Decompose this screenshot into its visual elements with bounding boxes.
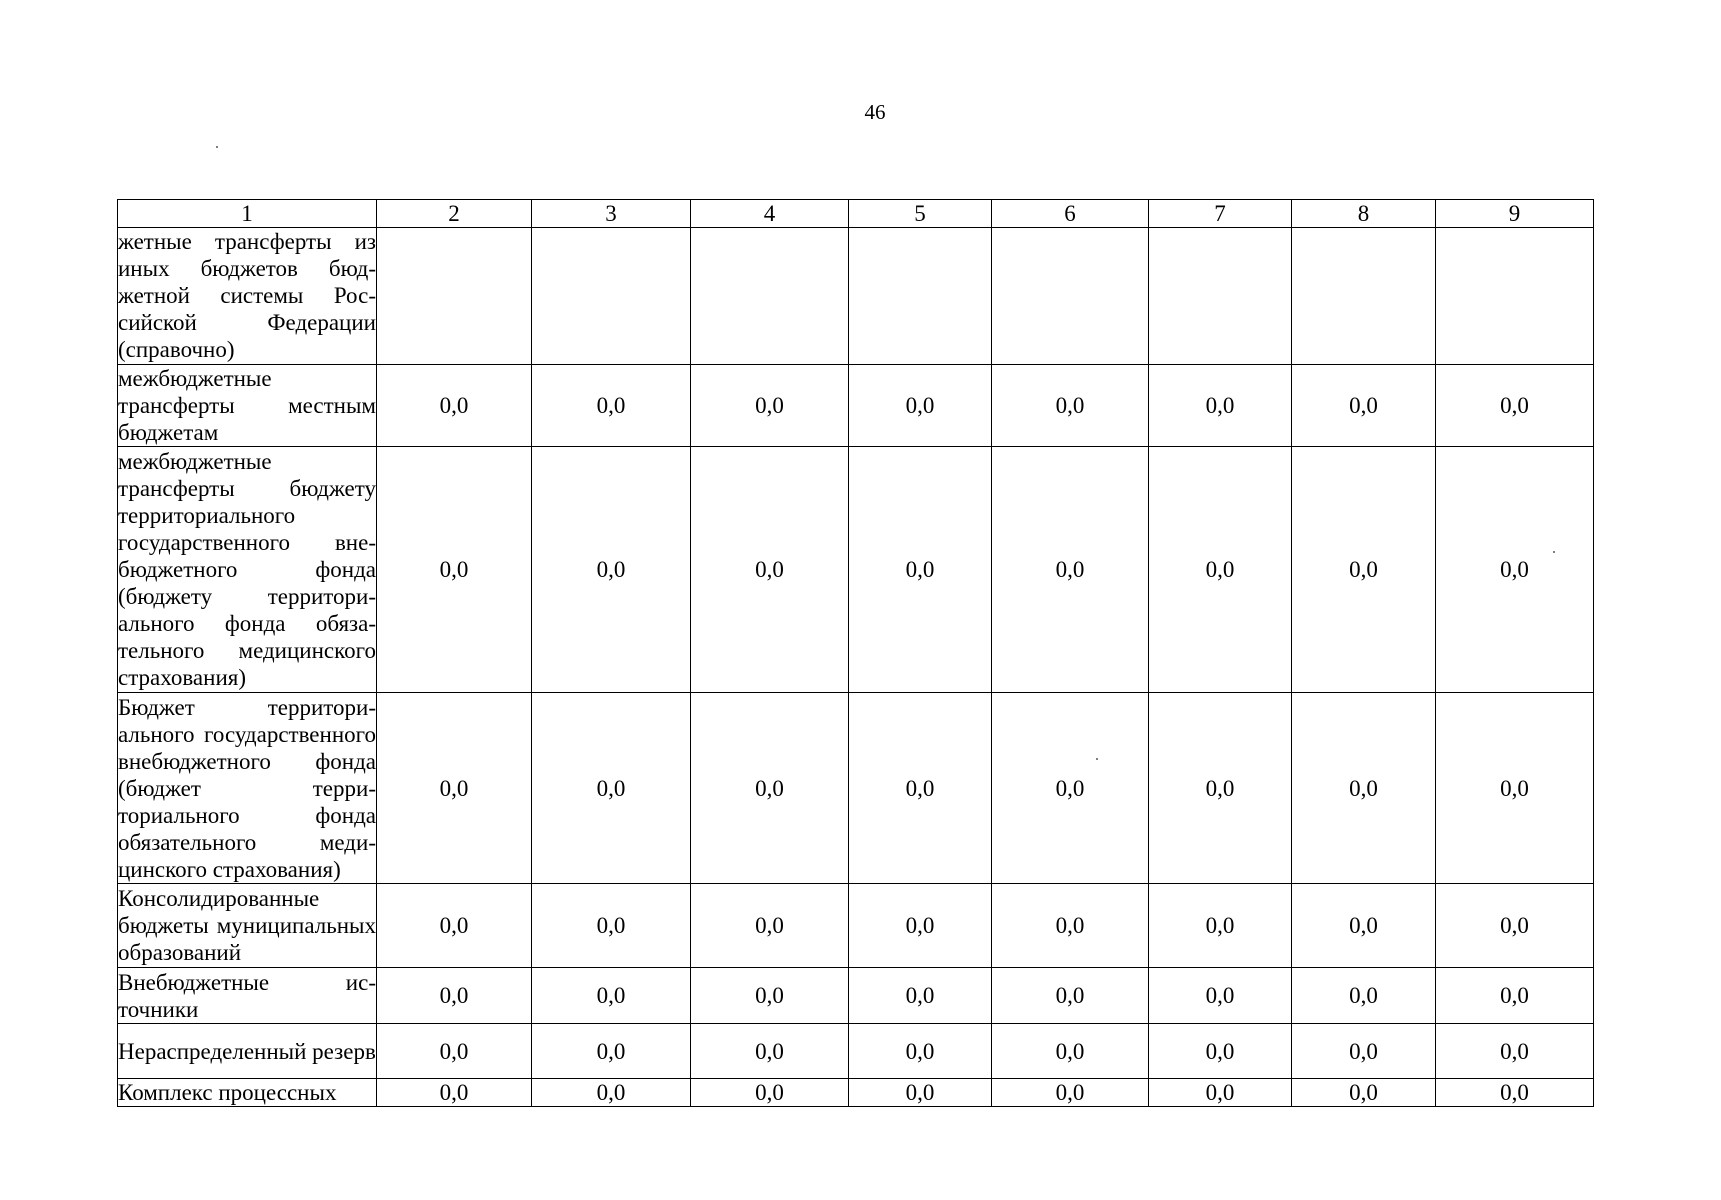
table-cell: 0,0 bbox=[992, 968, 1149, 1024]
table-cell bbox=[1292, 228, 1436, 365]
table-cell: 0,0 bbox=[691, 447, 849, 693]
row-label: Комплекс процессных bbox=[118, 1079, 377, 1107]
table-cell bbox=[532, 228, 691, 365]
table-cell: 0,0 bbox=[377, 1024, 532, 1079]
table-cell: 0,0 bbox=[1292, 884, 1436, 968]
table-cell: 0,0 bbox=[1292, 1079, 1436, 1107]
table-cell: 0,0 bbox=[1436, 1024, 1594, 1079]
table-cell: 0,0 bbox=[992, 1024, 1149, 1079]
table-cell: 0,0 bbox=[1292, 693, 1436, 884]
header-row bbox=[118, 200, 1594, 228]
table-cell: 0,0 bbox=[377, 365, 532, 447]
table-cell: 0,0 bbox=[849, 884, 992, 968]
row-label: Бюджет территориального государственного внебюджетного фонда (бюджет территориального фонда обязательного медицинского страхования) bbox=[118, 694, 376, 882]
column-header: 7 bbox=[1149, 200, 1292, 228]
table-cell: 0,0 bbox=[532, 447, 691, 693]
table-cell: 0,0 bbox=[1436, 968, 1594, 1024]
budget-table bbox=[117, 199, 1594, 1107]
table-cell: 0,0 bbox=[1149, 693, 1292, 884]
table-cell: 0,0 bbox=[691, 1079, 849, 1107]
table-cell bbox=[849, 228, 992, 365]
table-cell: 0,0 bbox=[691, 968, 849, 1024]
table-cell: 0,0 bbox=[1292, 1024, 1436, 1079]
table-cell: 0,0 bbox=[1149, 1024, 1292, 1079]
table-cell: 0,0 bbox=[849, 693, 992, 884]
table-cell: 0,0 bbox=[691, 1024, 849, 1079]
table-cell: 0,0 bbox=[532, 1079, 691, 1107]
table-cell bbox=[691, 228, 849, 365]
table-row bbox=[118, 365, 1594, 447]
table-row bbox=[118, 968, 1594, 1024]
table-row bbox=[118, 693, 1594, 884]
table-cell: 0,0 bbox=[1292, 365, 1436, 447]
table-cell: 0,0 bbox=[1436, 1079, 1594, 1107]
column-header: 2 bbox=[377, 200, 532, 228]
table-cell: 0,0 bbox=[532, 884, 691, 968]
table-row bbox=[118, 884, 1594, 968]
table-cell: 0,0 bbox=[532, 968, 691, 1024]
table-cell: 0,0 bbox=[992, 884, 1149, 968]
table-row bbox=[118, 228, 1594, 365]
column-header: 1 bbox=[118, 200, 377, 228]
table-cell: 0,0 bbox=[691, 884, 849, 968]
table-cell bbox=[377, 228, 532, 365]
table-cell: 0,0 bbox=[849, 365, 992, 447]
table-cell: 0,0 bbox=[1149, 365, 1292, 447]
row-label: Консолидированные бюджеты муниципальных образований bbox=[118, 884, 377, 968]
table-cell: 0,0 bbox=[532, 1024, 691, 1079]
table-cell: 0,0 bbox=[992, 1079, 1149, 1107]
scan-speck bbox=[216, 146, 218, 148]
table-cell bbox=[992, 228, 1149, 365]
table-cell: 0,0 bbox=[377, 693, 532, 884]
table-cell: 0,0 bbox=[849, 968, 992, 1024]
row-label: Нераспределенный резерв bbox=[118, 1024, 377, 1079]
table-row bbox=[118, 1079, 1594, 1107]
table-row bbox=[118, 1024, 1594, 1079]
table-cell: 0,0 bbox=[1436, 884, 1594, 968]
column-header: 4 bbox=[691, 200, 849, 228]
table-cell: 0,0 bbox=[377, 968, 532, 1024]
table-cell: 0,0 bbox=[1149, 1079, 1292, 1107]
table-cell: 0,0 bbox=[377, 1079, 532, 1107]
table-cell: 0,0 bbox=[377, 884, 532, 968]
column-header: 5 bbox=[849, 200, 992, 228]
table-cell: 0,0 bbox=[1149, 447, 1292, 693]
table-cell: 0,0 bbox=[1436, 693, 1594, 884]
table-cell: 0,0 bbox=[532, 365, 691, 447]
table-cell: 0,0 bbox=[992, 693, 1149, 884]
table-cell bbox=[1436, 228, 1594, 365]
table-cell: 0,0 bbox=[1436, 447, 1594, 693]
table-cell: 0,0 bbox=[849, 1079, 992, 1107]
table-cell: 0,0 bbox=[1436, 365, 1594, 447]
table-cell bbox=[1149, 228, 1292, 365]
table-cell: 0,0 bbox=[849, 1024, 992, 1079]
table-cell: 0,0 bbox=[1149, 968, 1292, 1024]
table-cell: 0,0 bbox=[691, 693, 849, 884]
column-header: 9 bbox=[1436, 200, 1594, 228]
table-cell: 0,0 bbox=[1292, 447, 1436, 693]
row-label: Внебюджетные источники bbox=[118, 969, 376, 1022]
table-cell: 0,0 bbox=[1292, 968, 1436, 1024]
row-label: жетные трансферты из иных бюджетов бюджетной системы Российской Федерации (справочно) bbox=[118, 228, 377, 365]
table-row bbox=[118, 447, 1594, 693]
column-header: 3 bbox=[532, 200, 691, 228]
column-header: 6 bbox=[992, 200, 1149, 228]
row-label: межбюджетные трансферты бюджету территориального государственного внебюджетного фонда (бюджету территориального фонда обязательного медицинского страхования) bbox=[118, 447, 377, 693]
table-cell: 0,0 bbox=[1149, 884, 1292, 968]
table-cell: 0,0 bbox=[992, 447, 1149, 693]
table-cell: 0,0 bbox=[691, 365, 849, 447]
column-header: 8 bbox=[1292, 200, 1436, 228]
table-cell: 0,0 bbox=[532, 693, 691, 884]
row-label: межбюджетные трансферты местным бюджетам bbox=[118, 366, 376, 445]
table-cell: 0,0 bbox=[992, 365, 1149, 447]
table-cell: 0,0 bbox=[849, 447, 992, 693]
table-cell: 0,0 bbox=[377, 447, 532, 693]
page-number: 46 bbox=[864, 100, 886, 124]
